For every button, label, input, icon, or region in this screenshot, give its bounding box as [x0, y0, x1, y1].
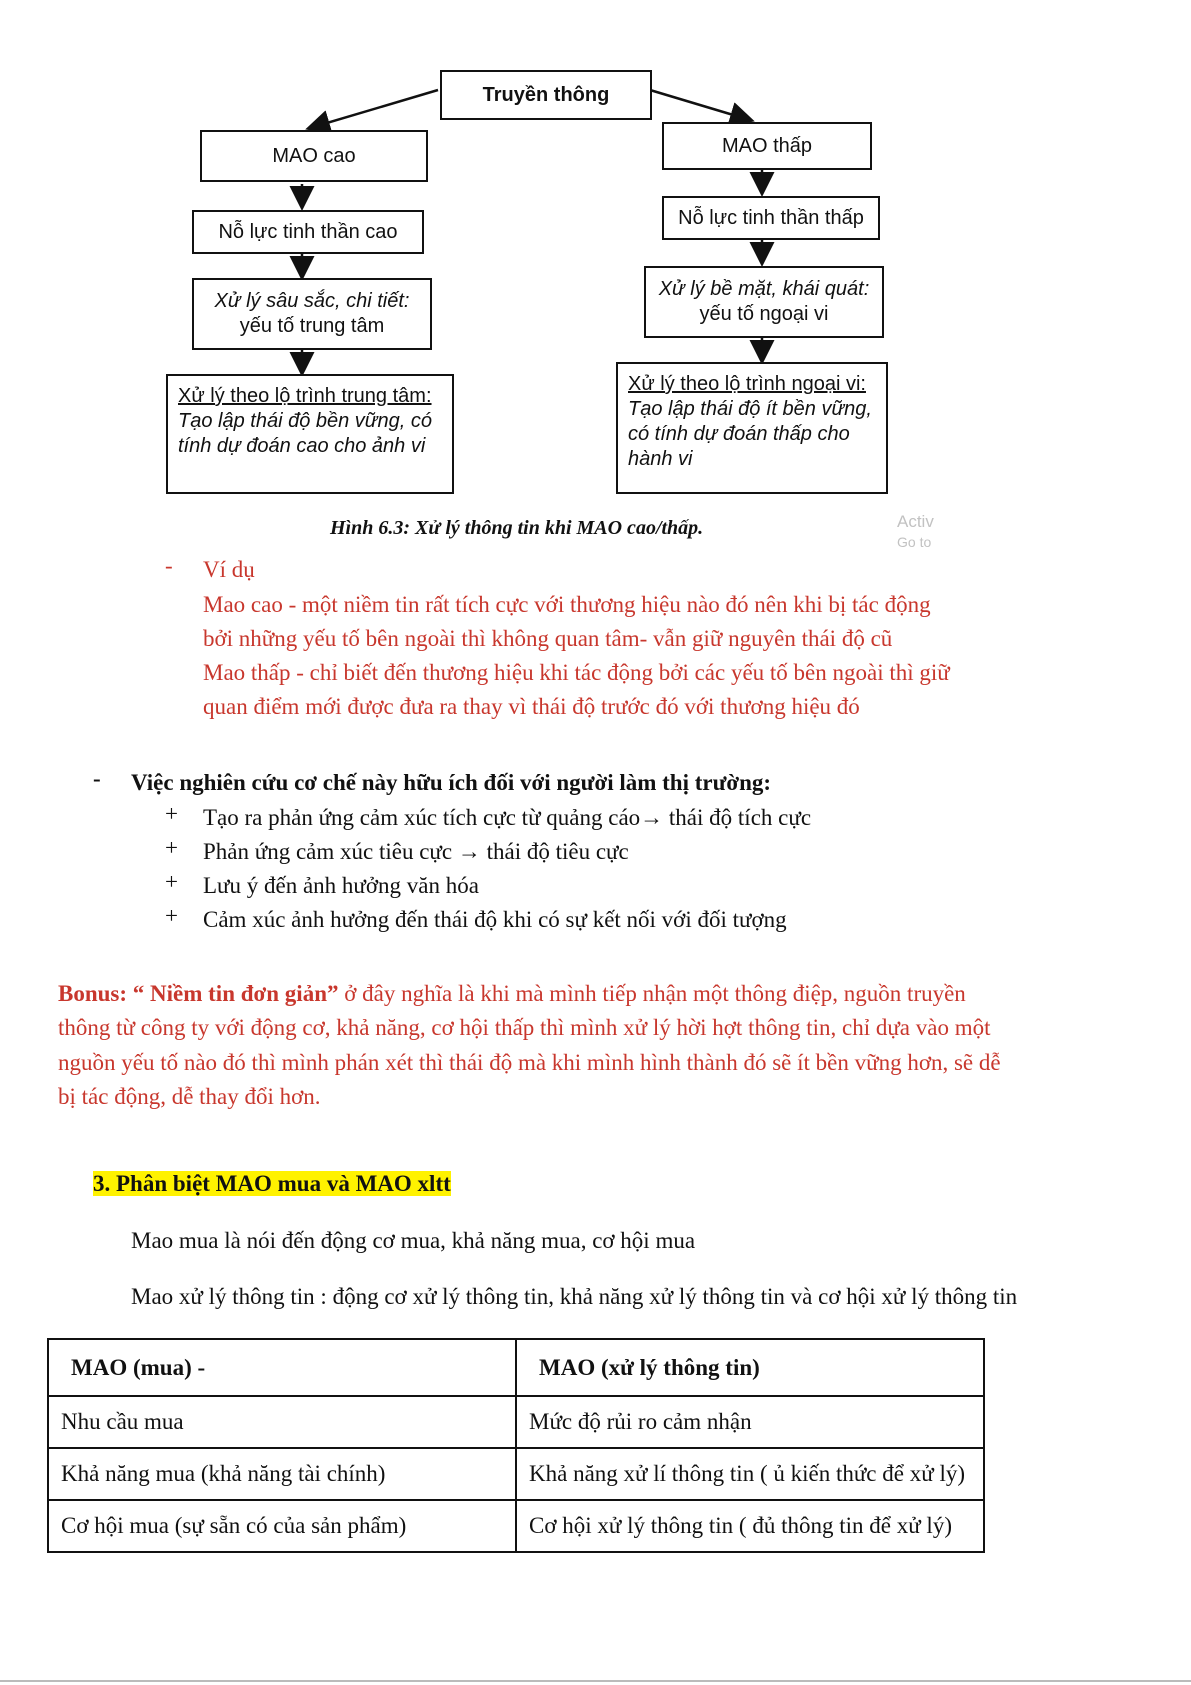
- box-lo-trinh-trung-tam: [166, 374, 454, 494]
- arrow-top-left: [310, 90, 438, 128]
- example-line-3: Mao thấp - chỉ biết đến thương hiệu khi tác động bởi các yếu tố bên ngoài thì giữ: [203, 660, 950, 685]
- ngoai-vi-line2: có tính dự đoán thấp cho: [628, 423, 850, 445]
- box-no-luc-thap: Nỗ lực tinh thần thấp: [662, 196, 880, 240]
- ngoai-vi-line3: hành vi: [628, 448, 693, 470]
- table-header-row: [48, 1339, 984, 1396]
- table-cell: Khả năng xử lí thông tin ( ủ kiến thức để xử lý): [516, 1448, 984, 1500]
- table-cell: Cơ hội xử lý thông tin ( đủ thông tin để xử lý): [516, 1500, 984, 1552]
- table-row: [48, 1448, 984, 1500]
- bonus-line-3: nguồn yếu tố nào đó thì mình phán xét thì thái độ mà khi mình hình thành đó sẽ ít bền vững hơn, sẽ dễ: [58, 1050, 1001, 1075]
- arrow-top-right: [650, 90, 750, 120]
- example-line-1: Mao cao - một niềm tin rất tích cực với thương hiệu nào đó nên khi bị tác động: [203, 592, 931, 617]
- ngoai-vi-title: Xử lý theo lộ trình ngoại vi:: [628, 373, 866, 395]
- page-bottom-rule: [0, 1680, 1191, 1682]
- bonus-text-1: ở đây nghĩa là khi mà mình tiếp nhận một thông điệp, nguồn truyền: [344, 981, 966, 1006]
- box-xu-ly-be-mat: [644, 266, 884, 338]
- box-mao-thap: MAO thấp: [662, 122, 872, 170]
- mao-table: [47, 1338, 985, 1553]
- research-marker-1: +: [165, 801, 178, 826]
- research-marker-4: +: [165, 903, 178, 928]
- research-marker-3: +: [165, 869, 178, 894]
- watermark-line2: Go to: [897, 534, 932, 550]
- table-cell: Nhu cầu mua: [48, 1396, 516, 1448]
- research-item-4: Cảm xúc ảnh hưởng đến thái độ khi có sự kết nối với đối tượng: [203, 907, 787, 932]
- trung-tam-line2: tính dự đoán cao cho ảnh vi: [178, 435, 426, 457]
- table-row: [48, 1396, 984, 1448]
- bonus-line-1: [58, 977, 1128, 1011]
- example-label: Ví dụ: [203, 557, 255, 582]
- table-header-mua: MAO (mua) -: [48, 1339, 516, 1396]
- example-dash: -: [165, 553, 173, 578]
- research-dash: -: [93, 766, 101, 791]
- box-no-luc-cao: Nỗ lực tinh thần cao: [192, 210, 424, 254]
- box-mao-cao: MAO cao: [200, 130, 428, 182]
- figure-caption: Hình 6.3: Xử lý thông tin khi MAO cao/thấp.: [330, 517, 704, 539]
- xu-ly-sau-line1: Xử lý sâu sắc, chi tiết:: [214, 290, 410, 312]
- table-cell: Mức độ rủi ro cảm nhận: [516, 1396, 984, 1448]
- table-header-xltt: MAO (xử lý thông tin): [516, 1339, 984, 1396]
- bonus-label: Bonus: “ Niềm tin đơn giản”: [58, 981, 339, 1006]
- watermark-line1: Activ: [897, 512, 934, 531]
- be-mat-line2: yếu tố ngoại vi: [699, 303, 829, 325]
- trung-tam-line1: Tạo lập thái độ bền vững, có: [178, 410, 432, 432]
- research-item-1: Tạo ra phản ứng cảm xúc tích cực từ quảng cáo→ thái độ tích cực: [203, 805, 812, 830]
- section3-p1: Mao mua là nói đến động cơ mua, khả năng mua, cơ hội mua: [131, 1228, 696, 1253]
- be-mat-line1: Xử lý bề mặt, khái quát:: [658, 278, 870, 300]
- research-heading: Việc nghiên cứu cơ chế này hữu ích đối với người làm thị trường:: [131, 770, 772, 795]
- example-line-2: bởi những yếu tố bên ngoài thì không quan tâm- vẫn giữ nguyên thái độ cũ: [203, 626, 893, 651]
- flow-diagram: [150, 60, 950, 530]
- ngoai-vi-line1: Tạo lập thái độ ít bền vững,: [628, 398, 872, 420]
- section3-heading-wrap: [93, 1167, 451, 1201]
- xu-ly-sau-line2: yếu tố trung tâm: [239, 315, 385, 337]
- research-item-2: Phản ứng cảm xúc tiêu cực → thái độ tiêu cực: [203, 839, 629, 864]
- research-marker-2: +: [165, 835, 178, 860]
- bonus-line-2: thông từ công ty với động cơ, khả năng, cơ hội thấp thì mình xử lý hời hợt thông tin, chỉ dựa vào một: [58, 1015, 991, 1040]
- section3-heading: 3. Phân biệt MAO mua và MAO xltt: [93, 1171, 451, 1196]
- box-lo-trinh-ngoai-vi: [616, 362, 888, 494]
- table-cell: Cơ hội mua (sự sẵn có của sản phẩm): [48, 1500, 516, 1552]
- table-row: [48, 1500, 984, 1552]
- activation-watermark: [897, 512, 934, 550]
- section3-p2: Mao xử lý thông tin : động cơ xử lý thông tin, khả năng xử lý thông tin và cơ hội xử lý thông tin: [131, 1284, 1018, 1309]
- bonus-line-4: bị tác động, dễ thay đổi hơn.: [58, 1084, 321, 1109]
- box-truyen-thong: Truyền thông: [440, 70, 652, 120]
- research-item-3: Lưu ý đến ảnh hưởng văn hóa: [203, 873, 479, 898]
- box-xu-ly-sau: [192, 278, 432, 350]
- trung-tam-title: Xử lý theo lộ trình trung tâm:: [178, 385, 432, 407]
- example-line-4: quan điểm mới được đưa ra thay vì thái độ trước đó với thương hiệu đó: [203, 694, 860, 719]
- table-cell: Khả năng mua (khả năng tài chính): [48, 1448, 516, 1500]
